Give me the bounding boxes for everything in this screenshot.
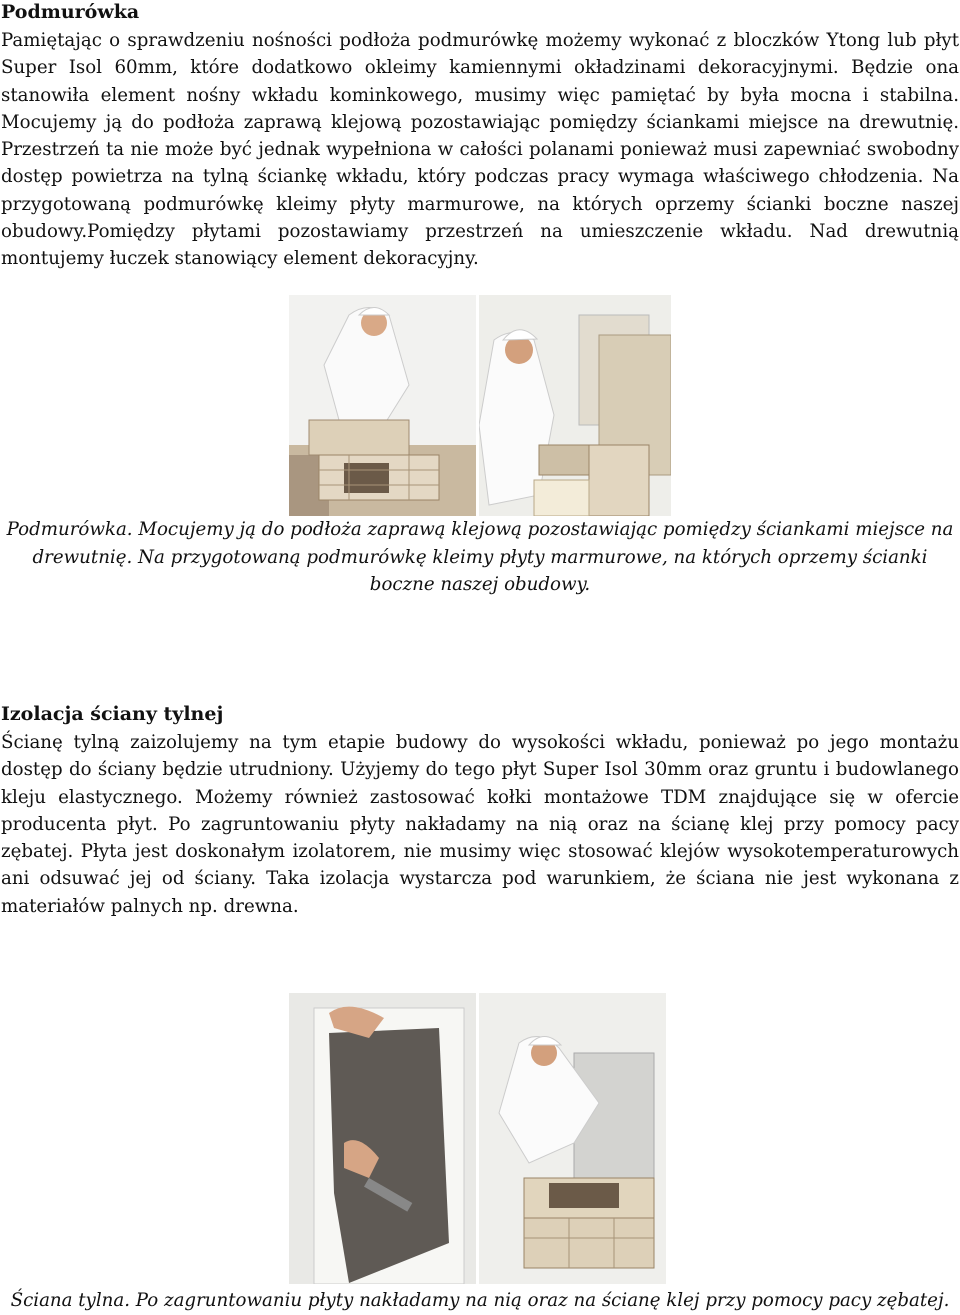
caption-podmurowka: Podmurówka. Mocujemy ją do podłoża zaprawą klejową pozostawiając pomiędzy ściankami miejsce na drewutnię. Na przygotowaną podmurówkę kleimy płyty marmurowe, na których oprzemy ścianki boczne naszej obudowy. [6, 519, 954, 595]
photo-applying-adhesive [289, 993, 476, 1284]
paragraph-izolacja: Ścianę tylną zaizolujemy na tym etapie budowy do wysokości wkładu, ponieważ po jego montażu dostęp do ściany będzie utrudniony. Użyjemy do tego płyt Super Isol 30mm oraz gruntu i budowlanego kleju elastycznego. Możemy również zastosować kołki montażowe TDM znajdujące się w ofercie producenta płyt. Po zagruntowaniu płyty nakładamy na nią oraz na ścianę klej przy pomocy pacy zębatej. Płyta jest doskonałym izolatorem, nie musimy więc stosować klejów wysokotemperaturowych ani odsuwać jej od ściany. Taka izolacja wystarcza pod warunkiem, że ściana nie jest wykonana z materiałów palnych np. drewna. [1, 732, 959, 917]
caption-sciana-tylna: Ściana tylna. Po zagruntowaniu płyty nakładamy na nią oraz na ścianę klej przy pomocy pacy zębatej. [10, 1290, 950, 1311]
photo-worker-gluing-marble [479, 295, 671, 516]
photo-worker-laying-blocks [289, 295, 476, 516]
paragraph-podmurowka: Pamiętając o sprawdzeniu nośności podłoża podmurówkę możemy wykonać z bloczków Ytong lub płyt Super Isol 60mm, które dodatkowo okleimy kamiennymi okładzinami dekoracyjnymi. Będzie ona stanowiła element nośny wkładu kominkowego, musimy więc pamiętać by była mocna i stabilna. Mocujemy ją do podłoża zaprawą klejową pozostawiając pomiędzy ściankami miejsce na drewutnię. Przestrzeń ta nie może być jednak wypełniona w całości polanami ponieważ musi zapewniać swobodny dostęp powietrza na tylną ściankę wkładu, który podczas pracy wymaga właściwego chłodzenia. Na przygotowaną podmurówkę kleimy płyty marmurowe, na których oprzemy ścianki boczne naszej obudowy.Pomiędzy płytami pozostawiamy przestrzeń na umieszczenie wkładu. Nad drewutnią montujemy łuczek stanowiący element dekoracyjny. [1, 30, 959, 270]
section-heading-izolacja: Izolacja ściany tylnej [1, 703, 224, 725]
section-heading-podmurowka: Podmurówka [1, 1, 140, 23]
photo-mounting-insulation-board [479, 993, 666, 1284]
